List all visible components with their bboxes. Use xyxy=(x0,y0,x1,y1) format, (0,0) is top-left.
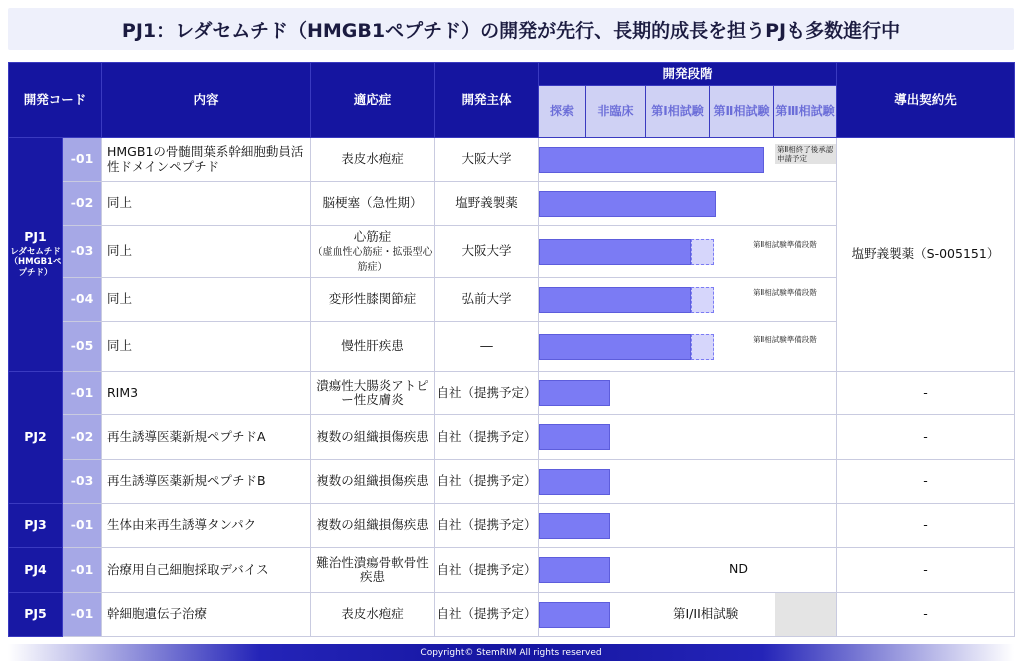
stage-note: 第Ⅱ相試験準備段階 xyxy=(753,240,817,249)
sub-code: -02 xyxy=(63,415,102,460)
licensee-cell: - xyxy=(837,460,1015,504)
indication-cell xyxy=(311,226,435,278)
project-code-pj2: PJ2 xyxy=(9,372,63,504)
content-cell: 治療用自己細胞採取デバイス xyxy=(102,548,311,593)
developer-cell: 自社（提携予定） xyxy=(435,548,539,593)
stage-bar-cell xyxy=(539,322,837,372)
content-cell: 同上 xyxy=(102,182,311,226)
progress-bar xyxy=(539,602,610,628)
sub-code: -03 xyxy=(63,460,102,504)
indication-main: 心筋症 xyxy=(353,228,392,244)
progress-bar xyxy=(539,239,691,265)
planned-bar xyxy=(691,287,715,313)
project-code-pj4: PJ4 xyxy=(9,548,63,593)
indication-cell: 変形性膝関節症 xyxy=(311,278,435,322)
developer-cell: 塩野義製薬 xyxy=(435,182,539,226)
sub-code: -01 xyxy=(63,504,102,548)
licensee-cell: - xyxy=(837,504,1015,548)
table-row xyxy=(9,504,1015,548)
developer-cell: ― xyxy=(435,322,539,372)
header-stage-phase1: 第Ⅰ相試験 xyxy=(646,86,710,138)
content-cell: HMGB1の骨髄間葉系幹細胞動員活性ドメインペプチド xyxy=(102,138,311,182)
table-row xyxy=(9,593,1015,637)
progress-bar xyxy=(539,557,610,583)
header-stage-discovery: 探索 xyxy=(539,86,586,138)
sub-code: -05 xyxy=(63,322,102,372)
header-stage-phase2: 第Ⅱ相試験 xyxy=(710,86,774,138)
page-title: PJ1：レダセムチド（HMGB1ペプチド）の開発が先行、長期的成長を担うPJも多数進行中 xyxy=(8,8,1014,50)
content-cell: 同上 xyxy=(102,278,311,322)
project-subtitle: レダセムチド（HMGB1ペプチド） xyxy=(9,246,62,278)
sub-code: -01 xyxy=(63,138,102,182)
indication-cell: 複数の組織損傷疾患 xyxy=(311,460,435,504)
header-stage-preclinical: 非臨床 xyxy=(586,86,646,138)
planned-bar xyxy=(691,334,715,360)
project-code: PJ1 xyxy=(24,229,47,245)
developer-cell: 自社（提携予定） xyxy=(435,593,539,637)
sub-code: -01 xyxy=(63,372,102,415)
pipeline-table xyxy=(8,62,1015,637)
progress-bar xyxy=(539,380,610,406)
content-cell: 同上 xyxy=(102,322,311,372)
header-content: 内容 xyxy=(102,63,311,138)
content-cell: 再生誘導医薬新規ペプチドB xyxy=(102,460,311,504)
stage-bar-cell xyxy=(539,548,837,593)
content-cell: 生体由来再生誘導タンパク xyxy=(102,504,311,548)
content-cell: 再生誘導医薬新規ペプチドA xyxy=(102,415,311,460)
licensee-cell: - xyxy=(837,372,1015,415)
stage-status-text: ND xyxy=(729,561,748,576)
licensee-cell: 塩野義製薬（S-005151） xyxy=(837,138,1015,372)
indication-sub: （虚血性心筋症・拡張型心筋症） xyxy=(312,247,433,273)
table-row xyxy=(9,415,1015,460)
table-row xyxy=(9,372,1015,415)
indication-cell: 潰瘍性大腸炎アトピー性皮膚炎 xyxy=(311,372,435,415)
table-row xyxy=(9,460,1015,504)
project-code-pj3: PJ3 xyxy=(9,504,63,548)
progress-bar xyxy=(539,287,691,313)
licensee-cell: - xyxy=(837,415,1015,460)
content-cell: RIM3 xyxy=(102,372,311,415)
content-cell: 幹細胞遺伝子治療 xyxy=(102,593,311,637)
stage-bar-cell xyxy=(539,278,837,322)
sub-code: -03 xyxy=(63,226,102,278)
indication-cell: 表皮水疱症 xyxy=(311,593,435,637)
indication-cell: 難治性潰瘍骨軟骨性疾患 xyxy=(311,548,435,593)
progress-bar xyxy=(539,424,610,450)
header-stage-phase3: 第Ⅲ相試験 xyxy=(774,86,837,138)
stage-bar-cell xyxy=(539,460,837,504)
developer-cell: 自社（提携予定） xyxy=(435,415,539,460)
stage-bar-cell xyxy=(539,593,837,637)
sub-code: -01 xyxy=(63,593,102,637)
indication-cell: 慢性肝疾患 xyxy=(311,322,435,372)
stage-note: 第Ⅱ相終了後承認申請予定 xyxy=(775,144,837,164)
indication-cell: 複数の組織損傷疾患 xyxy=(311,504,435,548)
developer-cell: 大阪大学 xyxy=(435,226,539,278)
progress-bar xyxy=(539,469,610,495)
header-stage-group: 開発段階 xyxy=(539,63,837,86)
licensee-cell: - xyxy=(837,548,1015,593)
stage-bar-cell xyxy=(539,182,837,226)
table-row xyxy=(9,548,1015,593)
copyright-footer: Copyright© StemRIM All rights reserved xyxy=(8,644,1014,661)
progress-bar xyxy=(539,191,716,217)
developer-cell: 大阪大学 xyxy=(435,138,539,182)
developer-cell: 弘前大学 xyxy=(435,278,539,322)
header-developer: 開発主体 xyxy=(435,63,539,138)
sub-code: -02 xyxy=(63,182,102,226)
developer-cell: 自社（提携予定） xyxy=(435,460,539,504)
progress-bar xyxy=(539,334,691,360)
progress-bar xyxy=(539,513,610,539)
phase3-shaded-block xyxy=(775,593,837,636)
header-licensee: 導出契約先 xyxy=(837,63,1015,138)
progress-bar xyxy=(539,147,764,173)
project-code-pj5: PJ5 xyxy=(9,593,63,637)
stage-bar-cell xyxy=(539,415,837,460)
developer-cell: 自社（提携予定） xyxy=(435,504,539,548)
project-code-pj1 xyxy=(9,138,63,372)
header-code: 開発コード xyxy=(9,63,102,138)
indication-cell: 表皮水疱症 xyxy=(311,138,435,182)
content-cell: 同上 xyxy=(102,226,311,278)
table-row xyxy=(9,138,1015,182)
stage-bar-cell xyxy=(539,226,837,278)
stage-bar-cell xyxy=(539,504,837,548)
stage-note: 第Ⅱ相試験準備段階 xyxy=(753,288,817,297)
licensee-cell: - xyxy=(837,593,1015,637)
stage-bar-cell xyxy=(539,372,837,415)
planned-bar xyxy=(691,239,715,265)
stage-status-text: 第I/II相試験 xyxy=(673,606,739,621)
sub-code: -01 xyxy=(63,548,102,593)
indication-cell: 脳梗塞（急性期） xyxy=(311,182,435,226)
indication-cell: 複数の組織損傷疾患 xyxy=(311,415,435,460)
stage-note: 第Ⅱ相試験準備段階 xyxy=(753,335,817,344)
header-indication: 適応症 xyxy=(311,63,435,138)
developer-cell: 自社（提携予定） xyxy=(435,372,539,415)
sub-code: -04 xyxy=(63,278,102,322)
stage-bar-cell xyxy=(539,138,837,182)
